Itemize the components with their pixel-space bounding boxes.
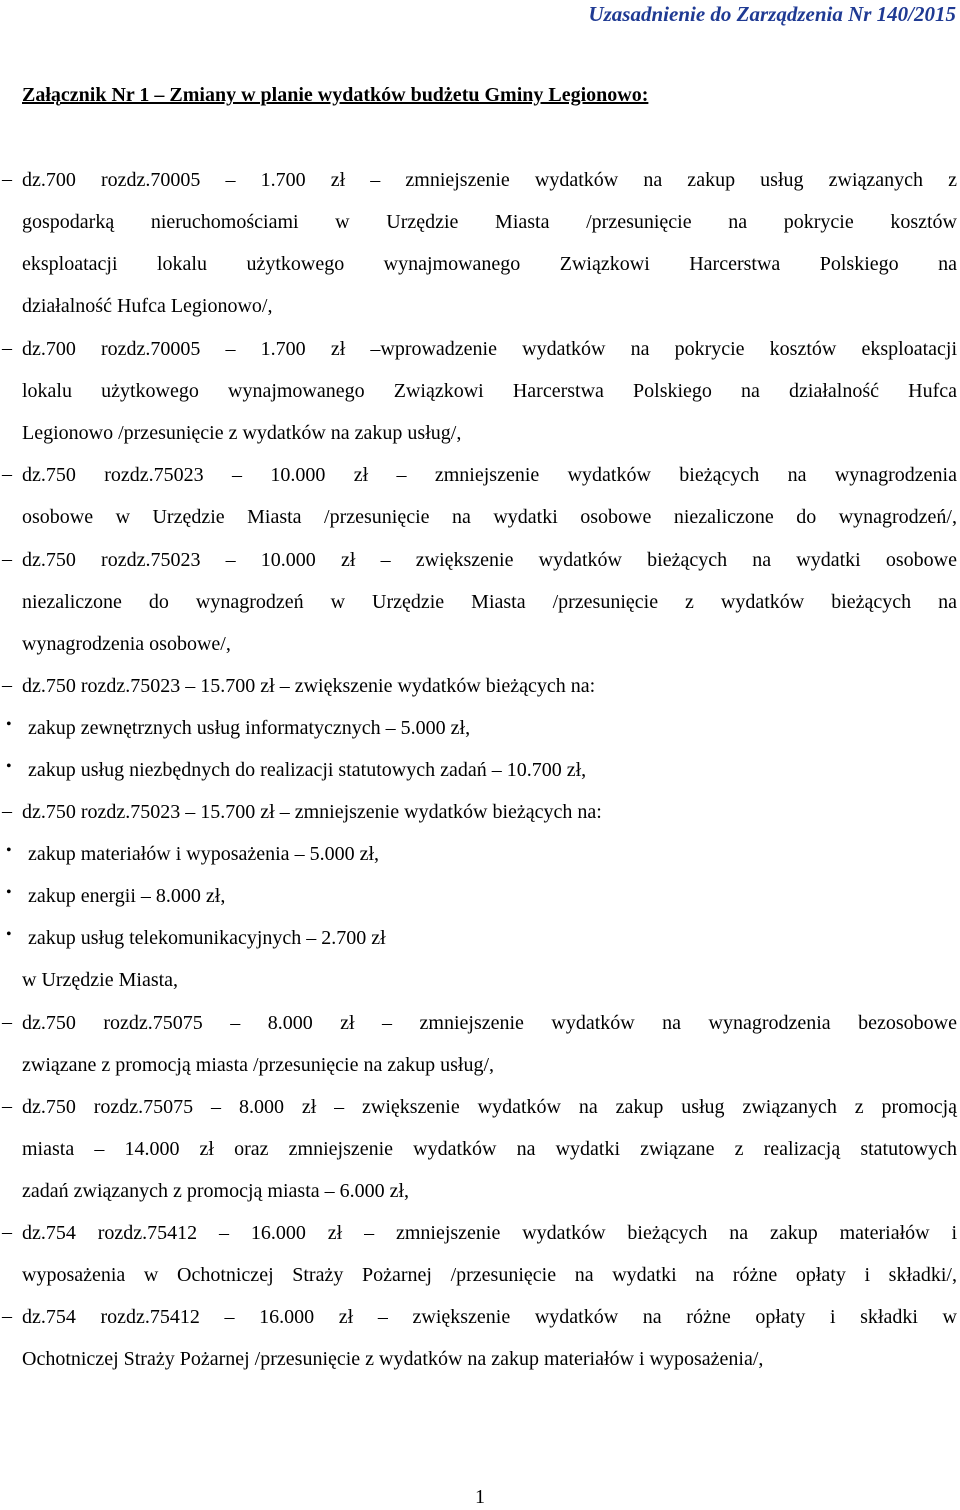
- list-item-continuation: [22, 295, 957, 318]
- list-item-continuation: [22, 1138, 957, 1161]
- line-text: zakup usług niezbędnych do realizacji statutowych zadań – 10.700 zł,: [28, 759, 587, 781]
- list-item-continuation: [22, 1348, 957, 1371]
- line-text: dz.750 rozdz.75075 – 8.000 zł – zmniejszenie wydatków na wynagrodzenia bezosobowe: [22, 1012, 957, 1034]
- list-item: [2, 1011, 957, 1035]
- dash-icon: –: [2, 548, 12, 570]
- list-item: [6, 716, 957, 740]
- list-item-continuation: [22, 969, 957, 992]
- dash-icon: –: [2, 674, 12, 696]
- bullet-icon: •: [6, 926, 12, 943]
- dash-icon: –: [2, 1011, 12, 1033]
- list-item: [2, 674, 957, 698]
- dash-icon: –: [2, 1305, 12, 1327]
- page-number: 1: [475, 1486, 485, 1508]
- list-item: [2, 800, 957, 824]
- line-text: zakup usług telekomunikacyjnych – 2.700 zł: [28, 927, 386, 949]
- line-text: gospodarką nieruchomościami w Urzędzie Miasta /przesunięcie na pokrycie kosztów: [22, 211, 957, 233]
- list-item: [2, 463, 957, 487]
- list-item: [2, 337, 957, 361]
- line-text: zakup zewnętrznych usług informatycznych – 5.000 zł,: [28, 717, 471, 739]
- dash-icon: –: [2, 463, 12, 485]
- bullet-icon: •: [6, 758, 12, 775]
- list-item-continuation: [22, 591, 957, 614]
- line-text: Ochotniczej Straży Pożarnej /przesunięcie z wydatków na zakup materiałów i wyposażenia/,: [22, 1348, 764, 1370]
- list-item-continuation: [22, 506, 957, 529]
- line-text: eksploatacji lokalu użytkowego wynajmowanego Związkowi Harcerstwa Polskiego na: [22, 253, 957, 275]
- line-text: dz.750 rozdz.75023 – 15.700 zł – zmniejszenie wydatków bieżących na:: [22, 801, 602, 823]
- line-text: zakup materiałów i wyposażenia – 5.000 zł,: [28, 843, 379, 865]
- list-item: [6, 884, 957, 908]
- line-text: dz.754 rozdz.75412 – 16.000 zł – zwiększenie wydatków na różne opłaty i składki w: [22, 1306, 957, 1328]
- list-item-continuation: [22, 1264, 957, 1287]
- bullet-icon: •: [6, 716, 12, 733]
- line-text: miasta – 14.000 zł oraz zmniejszenie wydatków na wydatki związane z realizacją statutowych: [22, 1138, 957, 1160]
- list-item: [2, 168, 957, 192]
- line-text: zadań związanych z promocją miasta – 6.000 zł,: [22, 1180, 410, 1202]
- dash-icon: –: [2, 1221, 12, 1243]
- line-text: związane z promocją miasta /przesunięcie na zakup usług/,: [22, 1054, 495, 1076]
- bullet-icon: •: [6, 842, 12, 859]
- list-item: [6, 926, 957, 950]
- list-item-continuation: [22, 422, 957, 445]
- dash-icon: –: [2, 800, 12, 822]
- list-item: [2, 1221, 957, 1245]
- line-text: zakup energii – 8.000 zł,: [28, 885, 226, 907]
- line-text: Legionowo /przesunięcie z wydatków na zakup usług/,: [22, 422, 462, 444]
- line-text: dz.750 rozdz.75023 – 10.000 zł – zwiększenie wydatków bieżących na wydatki osobowe: [22, 549, 957, 571]
- list-item: [2, 1305, 957, 1329]
- bullet-icon: •: [6, 884, 12, 901]
- line-text: dz.700 rozdz.70005 – 1.700 zł –wprowadzenie wydatków na pokrycie kosztów eksploatacji: [22, 338, 957, 360]
- dash-icon: –: [2, 337, 12, 359]
- line-text: wynagrodzenia osobowe/,: [22, 633, 231, 655]
- line-text: działalność Hufca Legionowo/,: [22, 295, 273, 317]
- line-text: dz.750 rozdz.75075 – 8.000 zł – zwiększenie wydatków na zakup usług związanych z promocją: [22, 1096, 957, 1118]
- list-item-continuation: [22, 633, 957, 656]
- line-text: w Urzędzie Miasta,: [22, 969, 179, 991]
- line-text: osobowe w Urzędzie Miasta /przesunięcie na wydatki osobowe niezaliczone do wynagrodzeń/,: [22, 506, 957, 528]
- list-item: [2, 548, 957, 572]
- list-item-continuation: [22, 253, 957, 276]
- list-item-continuation: [22, 1054, 957, 1077]
- list-item-continuation: [22, 380, 957, 403]
- list-item: [6, 758, 957, 782]
- line-text: niezaliczone do wynagrodzeń w Urzędzie Miasta /przesunięcie z wydatków bieżących na: [22, 591, 957, 613]
- attachment-title: Załącznik Nr 1 – Zmiany w planie wydatków budżetu Gminy Legionowo:: [22, 84, 649, 106]
- list-item: [2, 1095, 957, 1119]
- line-text: dz.754 rozdz.75412 – 16.000 zł – zmniejszenie wydatków bieżących na zakup materiałów i: [22, 1222, 957, 1244]
- line-text: dz.700 rozdz.70005 – 1.700 zł – zmniejszenie wydatków na zakup usług związanych z: [22, 169, 957, 191]
- list-item-continuation: [22, 1180, 957, 1203]
- document-header: Uzasadnienie do Zarządzenia Nr 140/2015: [588, 2, 956, 26]
- dash-icon: –: [2, 168, 12, 190]
- line-text: dz.750 rozdz.75023 – 10.000 zł – zmniejszenie wydatków bieżących na wynagrodzenia: [22, 464, 957, 486]
- dash-icon: –: [2, 1095, 12, 1117]
- line-text: dz.750 rozdz.75023 – 15.700 zł – zwiększenie wydatków bieżących na:: [22, 675, 596, 697]
- line-text: lokalu użytkowego wynajmowanego Związkowi Harcerstwa Polskiego na działalność Hufca: [22, 380, 957, 402]
- list-item-continuation: [22, 211, 957, 234]
- line-text: wyposażenia w Ochotniczej Straży Pożarnej /przesunięcie na wydatki na różne opłaty i składki/,: [22, 1264, 957, 1286]
- list-item: [6, 842, 957, 866]
